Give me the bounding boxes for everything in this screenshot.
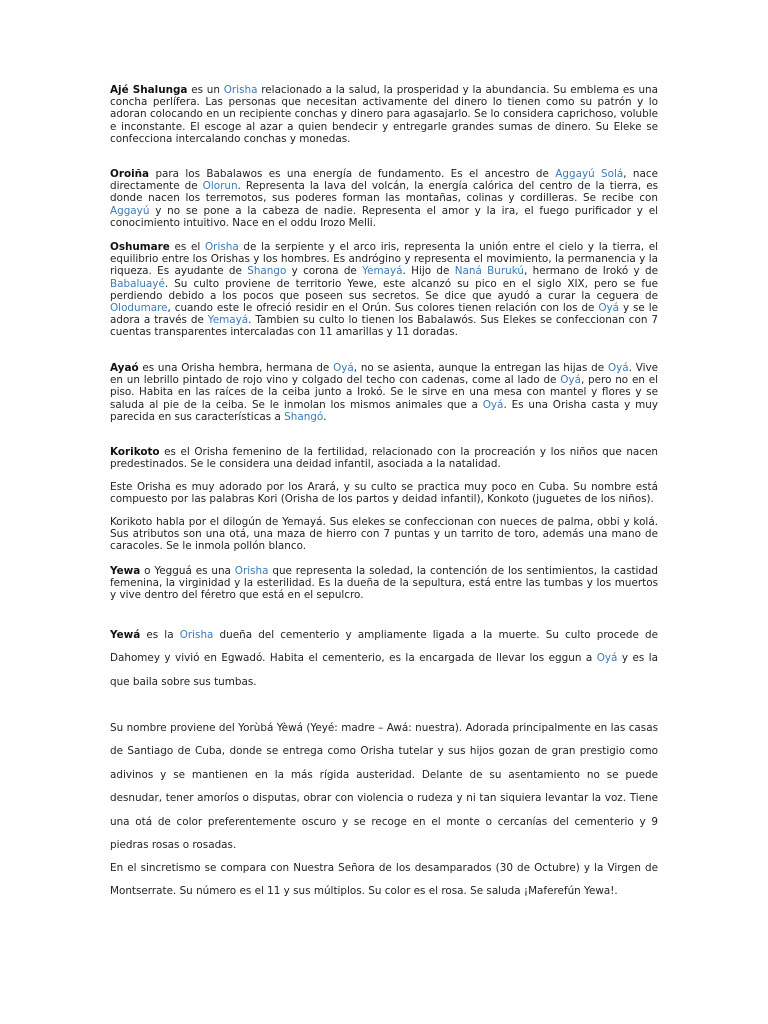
paragraph-text: . Su culto proviene de territorio Yewe, este alcanzó su pico en el siglo XIX, pero se fue perdiendo debido a los pocos que poseen sus secretos. Se dice que ayudó a curar la ceguera de — [110, 277, 658, 302]
deity-name: Ajé Shalunga — [110, 84, 188, 96]
deity-link[interactable]: Orisha — [234, 565, 269, 577]
paragraph-text: Este Orisha es muy adorado por los Arará, y su culto se practica muy poco en Cuba. Su nombre está compuesto por las palabras Kori (Orisha de los partos y deidad infantil), Konkoto (juguetes de los niños). — [110, 481, 658, 506]
deity-name: Oshumare — [110, 241, 170, 253]
deity-link[interactable]: Aggayú Solá — [555, 168, 624, 180]
paragraph-yewa-cemetery — [110, 624, 658, 694]
deity-link[interactable]: Oyá — [607, 362, 629, 374]
paragraph-text: Korikoto habla por el dilogún de Yemayá. Sus elekes se confeccionan con nueces de palma, obbi y kolá. Sus atributos son una otá, una maza de hierro con 7 puntas y un tarrito de toro, además una mano de caracoles. Se le inmola pollón blanco. — [110, 516, 658, 553]
paragraph-text: de la serpiente y el arco iris, representa la unión entre el cielo y la tierra, el equilibrio entre los Orishas y los hombres. Es andrógino y representa el movimiento, la permanencia y la riqueza. Es ayudante de — [110, 241, 659, 278]
paragraph-text: . Tambien su culto lo tienen los Babalawós. Sus Elekes se confeccionan con 7 cuentas transparentes intercaladas con 11 amarillas y 11 doradas. — [110, 314, 658, 339]
paragraph-text: . Vive en un lebrillo pintado de rojo vino y colgado del techo con cadenas, come al lado de — [110, 362, 659, 387]
paragraph-korikoto-arara — [110, 481, 658, 505]
deity-link[interactable]: Olodumare — [110, 302, 168, 315]
deity-link[interactable]: Oyá — [333, 362, 354, 374]
paragraph-text: , hermano de Irokó y de — [524, 265, 658, 278]
paragraph-text: para los Babalawos es una energía de fundamento. Es el ancestro de — [149, 168, 556, 180]
paragraph-text: , no se asienta, aunque la entregan las hijas de — [353, 362, 608, 374]
deity-link[interactable]: Oyá — [560, 374, 581, 387]
paragraph-yewa-syncretism — [110, 857, 658, 904]
paragraph-text: es una Orisha hembra, hermana de — [138, 362, 334, 374]
deity-link[interactable]: Oyá — [598, 302, 620, 315]
deity-name: Yewá — [110, 629, 141, 641]
paragraph-text: Su nombre proviene del Yorùbá Yèwá (Yeyé: madre – Awá: nuestra). Adorada principalmente en las casas de Santiago de Cuba, donde se entrega como Orisha tutelar y sus hijos gozan de gran prestigio como adivinos y se mantienen en la más rígida austeridad. Delante de su asentamiento no se puede desnudar, tener amoríos o disputas, obrar con violencia o rudeza y ni tan siquiera levantar la voz. Tiene una otá de color preferentemente oscuro y se recoge en el monte o cercanías del cementerio y 9 piedras rosas o rosadas. — [110, 722, 658, 852]
deity-link[interactable]: Orisha — [179, 629, 214, 641]
deity-link[interactable]: Yemayá — [207, 314, 249, 327]
deity-link[interactable]: Shangó — [284, 410, 324, 423]
deity-link[interactable]: Olorun — [202, 180, 238, 193]
paragraph-text: es el Orisha femenino de la fertilidad, relacionado con la procreación y los niños que nacen predestinados. Se le considera una deidad infantil, asociada a la natalidad. — [110, 446, 658, 471]
paragraph-text: y corona de — [286, 265, 363, 278]
paragraph-text: relacionado a la salud, la prosperidad y la abundancia. Su emblema es una concha perlífera. Las personas que necesitan activamente del dinero lo tienen como su patrón y lo adoran colocando en un recipiente conchas y dinero para agasajarlo. Se lo considera caprichoso, voluble e inconstante. El escoge al azar a quien bendecir y entregarle grandes sumas de dinero. Su Eleke se confecciona intercalando conchas y monedas. — [110, 84, 658, 145]
paragraph-text: . Es una Orisha casta y muy parecida en sus características a — [110, 398, 658, 423]
paragraph-text: . Representa la lava del volcán, la energía calórica del centro de la tierra, es donde nacen los terremotos, sus poderes forman las montañas, colinas y cordilleras. Se recibe con — [110, 180, 658, 205]
paragraph-text: es un — [187, 84, 224, 96]
paragraph-text: , cuando este le ofreció residir en el Orún. Sus colores tienen relación con los de — [167, 302, 599, 315]
deity-link[interactable]: Orisha — [223, 84, 258, 96]
deity-link[interactable]: Orisha — [205, 241, 239, 253]
deity-name: Ayaó — [110, 362, 139, 374]
paragraph-korikoto-attributes — [110, 516, 658, 553]
deity-link[interactable]: Shango — [247, 265, 287, 278]
paragraph-text: dueña del cementerio y ampliamente ligada a la muerte. Su culto procede de Dahomey y vivió en Egwadó. Habita el cementerio, es la encargada de llevar los eggun a — [110, 629, 658, 665]
paragraph-text: . — [323, 410, 327, 423]
paragraph-ayao — [110, 362, 658, 423]
deity-link[interactable]: Oyá — [596, 652, 618, 665]
paragraph-text: En el sincretismo se compara con Nuestra Señora de los desamparados (30 de Octubre) y la Virgen de Montserrate. Su número es el 11 y sus múltiplos. Su color es el rosa. Se saluda ¡Maferefún Yewa!. — [110, 862, 658, 898]
paragraph-text: , nace directamente de — [110, 168, 658, 193]
deity-link[interactable]: Babaluayé — [110, 277, 165, 290]
deity-name: Yewa — [110, 565, 141, 577]
paragraph-text: , pero no en el piso. Habita en las raíces de la ceiba junto a Irokó. Se le sirve en una mesa con mantel y flores y se saluda al pie de la ceiba. Se le inmolan los mismos animales que a — [110, 374, 659, 411]
paragraph-text: y se le adora a través de — [110, 302, 658, 327]
paragraph-text: . Hijo de — [402, 265, 455, 278]
paragraph-yewa-name — [110, 717, 658, 857]
paragraph-oroina — [110, 168, 658, 229]
paragraph-text: que representa la soledad, la contención de los sentimientos, la castidad femenina, la virginidad y la esterilidad. Es la dueña de la sepultura, está entre las tumbas y los muertos y vive dentro del féretro que está en el sepulcro. — [110, 565, 658, 602]
deity-link[interactable]: Yemayá — [362, 265, 403, 278]
deity-name: Oroiña — [110, 168, 150, 180]
paragraph-oshumare — [110, 241, 658, 339]
paragraph-text: o Yegguá es una — [140, 565, 235, 577]
paragraph-yewa-intro — [110, 565, 658, 602]
paragraph-text: y es la que baila sobre sus tumbas. — [110, 652, 658, 688]
paragraph-aje-shalunga — [110, 84, 658, 145]
deity-link[interactable]: Naná Burukú — [454, 265, 524, 278]
paragraph-text: es la — [140, 629, 180, 641]
deity-link[interactable]: Aggayú — [110, 204, 150, 217]
deity-name: Korikoto — [110, 446, 160, 458]
paragraph-korikoto — [110, 446, 658, 470]
paragraph-text: y no se pone a la cabeza de nadie. Representa el amor y la ira, el fuego purificador y el conocimiento intuitivo. Nace en el oddu Irozo Melli. — [110, 204, 658, 229]
paragraph-text: es el — [169, 241, 205, 253]
deity-link[interactable]: Oyá — [482, 398, 504, 411]
